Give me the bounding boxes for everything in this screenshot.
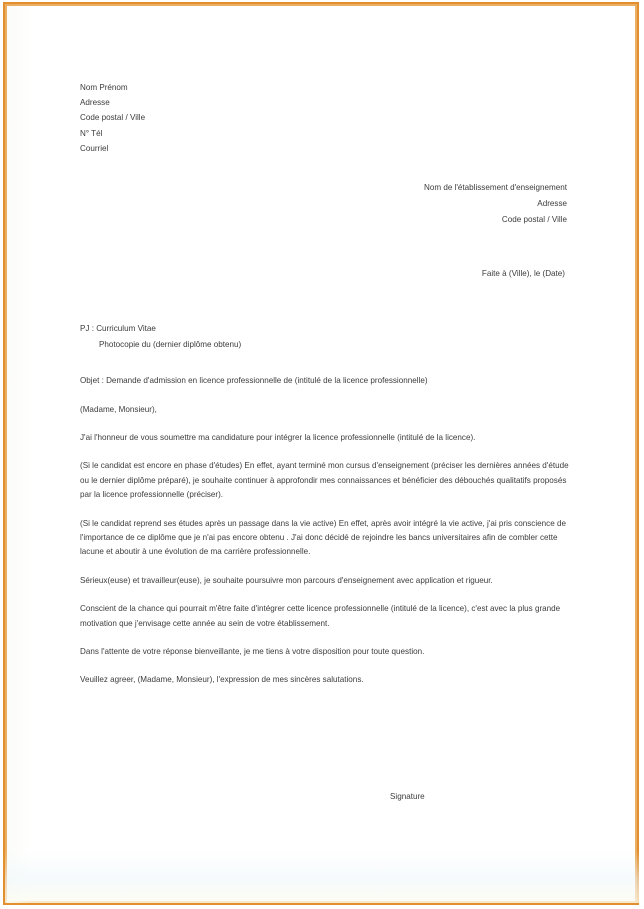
attachment-cv: PJ : Curriculum Vitae bbox=[80, 324, 156, 333]
subject-line: Objet : Demande d'admission en licence professionnelle de (intitulé de la licence professionnelle) bbox=[80, 376, 428, 385]
sender-address-block bbox=[80, 80, 380, 156]
sender-postal-city: Code postal / Ville bbox=[80, 113, 146, 123]
recipient-address-block bbox=[247, 180, 567, 228]
body-paragraph-3: (Si le candidat reprend ses études après un passage dans la vie active) En effet, après avoir intégré la vie active, j'ai pris conscience de l'importance de ce diplôme que je n'ai pas encore obtenu . J'ai donc décidé de rejoindre les bancs universitaires afin de combler cette lacune et aboutir à une évolution de ma carrière professionnelle. bbox=[80, 518, 566, 557]
body-paragraph-5: Conscient de la chance qui pourrait m'être faite d'intégrer cette licence professionnelle (intitulé de la licence), c'est avec la plus grande motivation que j'envisage cette année au sein de votre établissement. bbox=[80, 604, 561, 628]
sender-name: Nom Prénom bbox=[80, 83, 128, 92]
recipient-address: Adresse bbox=[537, 199, 567, 208]
place-and-date-line: Faite à (Ville), le (Date) bbox=[481, 269, 565, 278]
recipient-institution-name: Nom de l'établissement d'enseignement bbox=[423, 183, 567, 192]
sender-address: Adresse bbox=[80, 98, 110, 108]
body-paragraph-1: J'ai l'honneur de vous soumettre ma candidature pour intégrer la licence professionnelle (intitulé de la licence). bbox=[80, 433, 476, 442]
body-paragraph-7: Veuillez agreer, (Madame, Monsieur), l'expression de mes sincères salutations. bbox=[80, 675, 364, 685]
letter-body bbox=[80, 431, 572, 702]
recipient-postal-city: Code postal / Ville bbox=[501, 215, 567, 224]
attachments-block bbox=[80, 321, 520, 353]
body-paragraph-2: (Si le candidat est encore en phase d'études) En effet, ayant terminé mon cursus d'enseignement (préciser les dernières années d'étude ou le dernier diplôme préparé), je souhaite continuer à approfondir mes connaissances et bénéficier des débouchés qualitatifs proposés par la licence professionnelle (préciser). bbox=[80, 461, 569, 500]
body-paragraph-6: Dans l'attente de votre réponse bienveillante, je me tiens à votre disposition pour toute question. bbox=[80, 647, 425, 657]
attachment-diploma-copy: Photocopie du (dernier diplôme obtenu) bbox=[99, 340, 242, 349]
sender-email: Courriel bbox=[80, 143, 109, 153]
sender-phone: N° Tél bbox=[80, 128, 103, 138]
salutation-line: (Madame, Monsieur), bbox=[80, 405, 157, 414]
signature-label: Signature bbox=[390, 792, 425, 801]
body-paragraph-4: Sérieux(euse) et travailleur(euse), je souhaite poursuivre mon parcours d'enseignement avec application et rigueur. bbox=[80, 575, 493, 585]
